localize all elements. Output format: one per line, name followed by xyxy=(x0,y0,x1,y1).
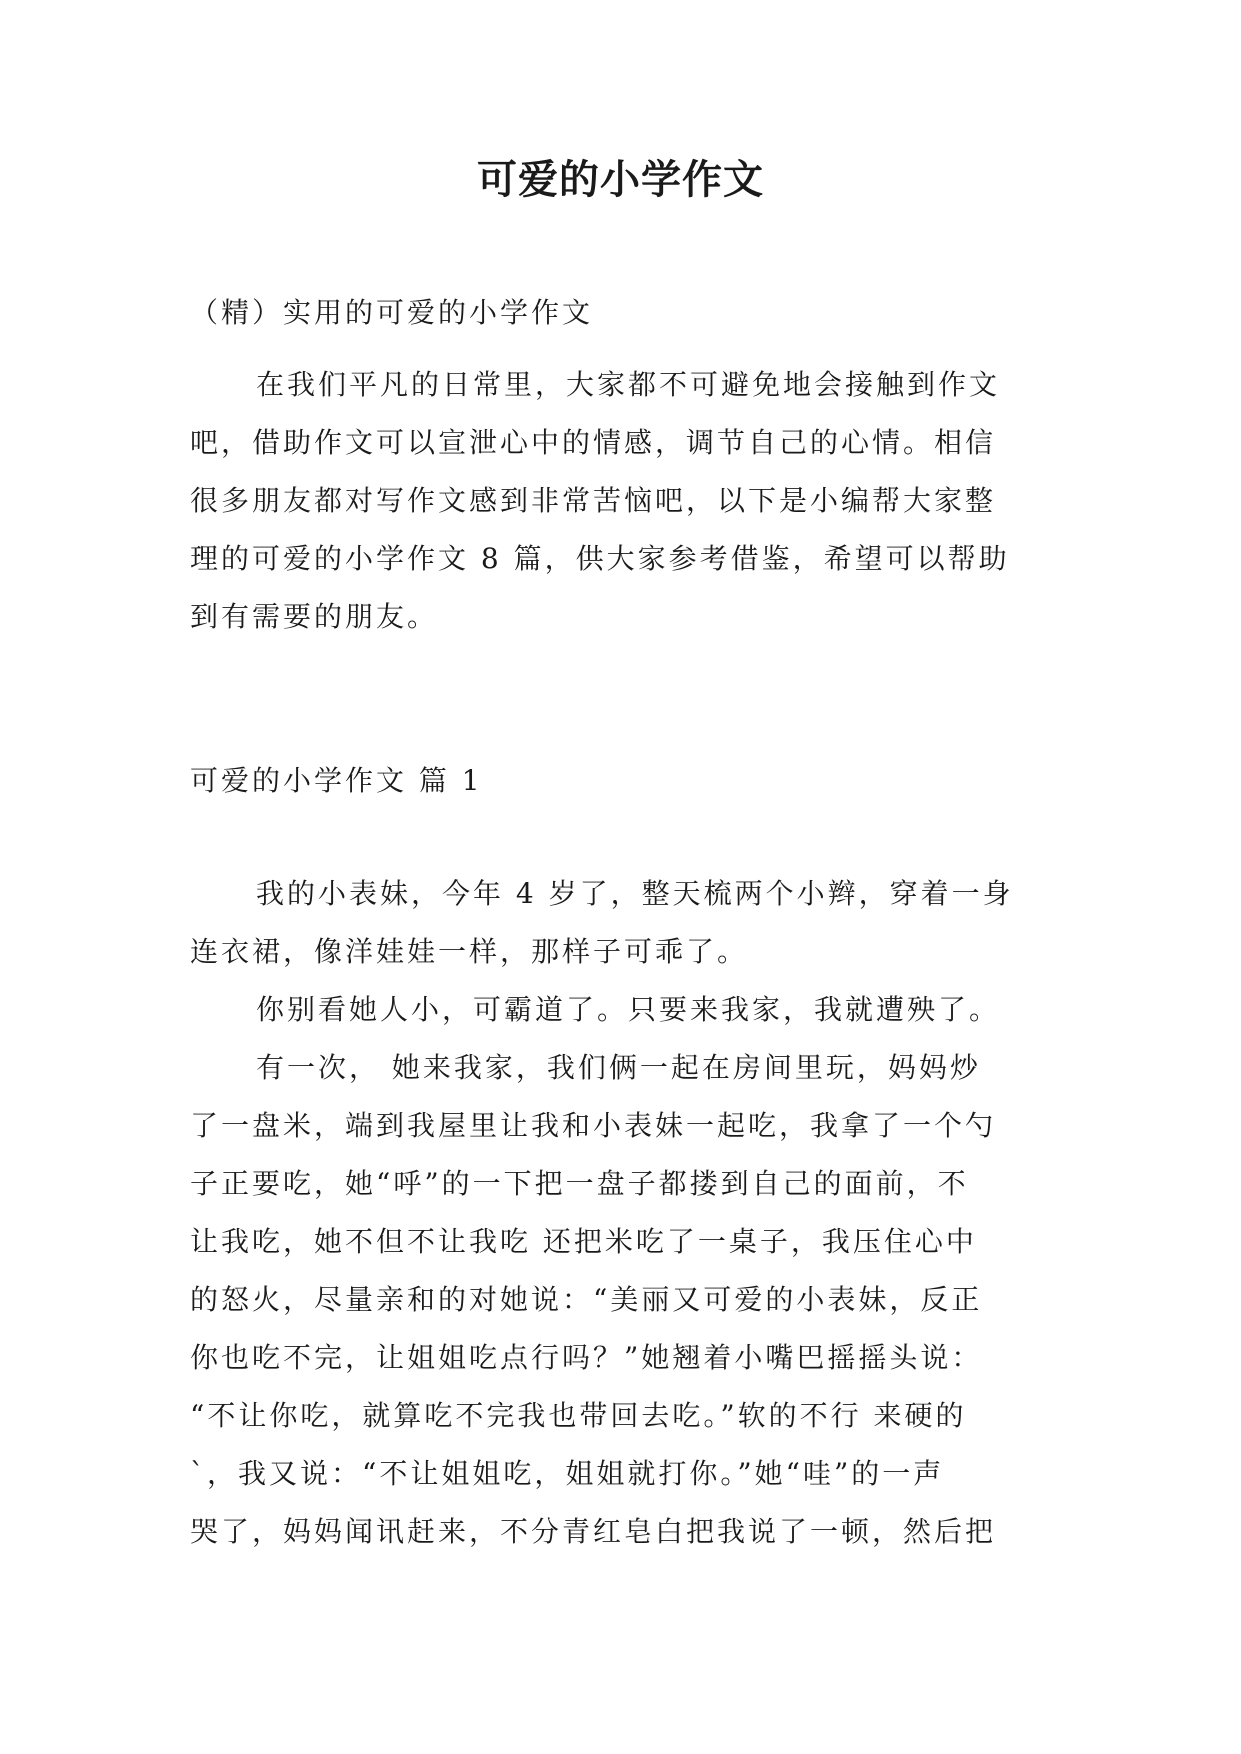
paragraph-line: 有一次， 她来我家，我们俩一起在房间里玩，妈妈炒 xyxy=(256,1051,981,1084)
paragraph-line: “不让你吃，就算吃不完我也带回去吃。”软的不行 来硬的 xyxy=(190,1399,967,1432)
paragraph-line: 哭了，妈妈闻讯赶来，不分青红皂白把我说了一顿，然后把 xyxy=(190,1515,997,1548)
paragraph-line: 让我吃，她不但不让我吃 还把米吃了一桌子，我压住心中 xyxy=(190,1225,977,1258)
intro-paragraph xyxy=(190,356,1050,646)
section-heading: 可爱的小学作文 篇 1 xyxy=(190,764,483,797)
paragraph-line: 你也吃不完，让姐姐吃点行吗？”她翘着小嘴巴摇摇头说： xyxy=(190,1341,983,1374)
paragraph-line: 很多朋友都对写作文感到非常苦恼吧，以下是小编帮大家整 xyxy=(190,484,997,517)
paragraph-line: 你别看她人小，可霸道了。只要来我家，我就遭殃了。 xyxy=(256,993,1001,1026)
paragraph-line: 了一盘米，端到我屋里让我和小表妹一起吃，我拿了一个勺 xyxy=(190,1109,997,1142)
paragraph-line: 子正要吃，她“呼”的一下把一盘子都搂到自己的面前，不 xyxy=(190,1167,969,1200)
paragraph-line: 我的小表妹，今年 4 岁了，整天梳两个小辫，穿着一身 xyxy=(256,877,1014,910)
essay-body xyxy=(190,865,1050,1561)
paragraph-line: `，我又说：“不让姐姐吃，姐姐就打你。”她“哇”的一声 xyxy=(190,1457,945,1490)
paragraph-line: 到有需要的朋友。 xyxy=(190,600,439,633)
document-title: 可爱的小学作文 xyxy=(477,156,764,203)
document-subtitle: （精）实用的可爱的小学作文 xyxy=(190,296,594,329)
paragraph-line: 吧，借助作文可以宣泄心中的情感，调节自己的心情。相信 xyxy=(190,426,997,459)
paragraph-line: 理的可爱的小学作文 8 篇，供大家参考借鉴，希望可以帮助 xyxy=(190,542,1010,575)
paragraph-line: 在我们平凡的日常里，大家都不可避免地会接触到作文 xyxy=(256,368,1001,401)
paragraph-line: 连衣裙，像洋娃娃一样，那样子可乖了。 xyxy=(190,935,749,968)
paragraph-line: 的怒火，尽量亲和的对她说：“美丽又可爱的小表妹，反正 xyxy=(190,1283,983,1316)
